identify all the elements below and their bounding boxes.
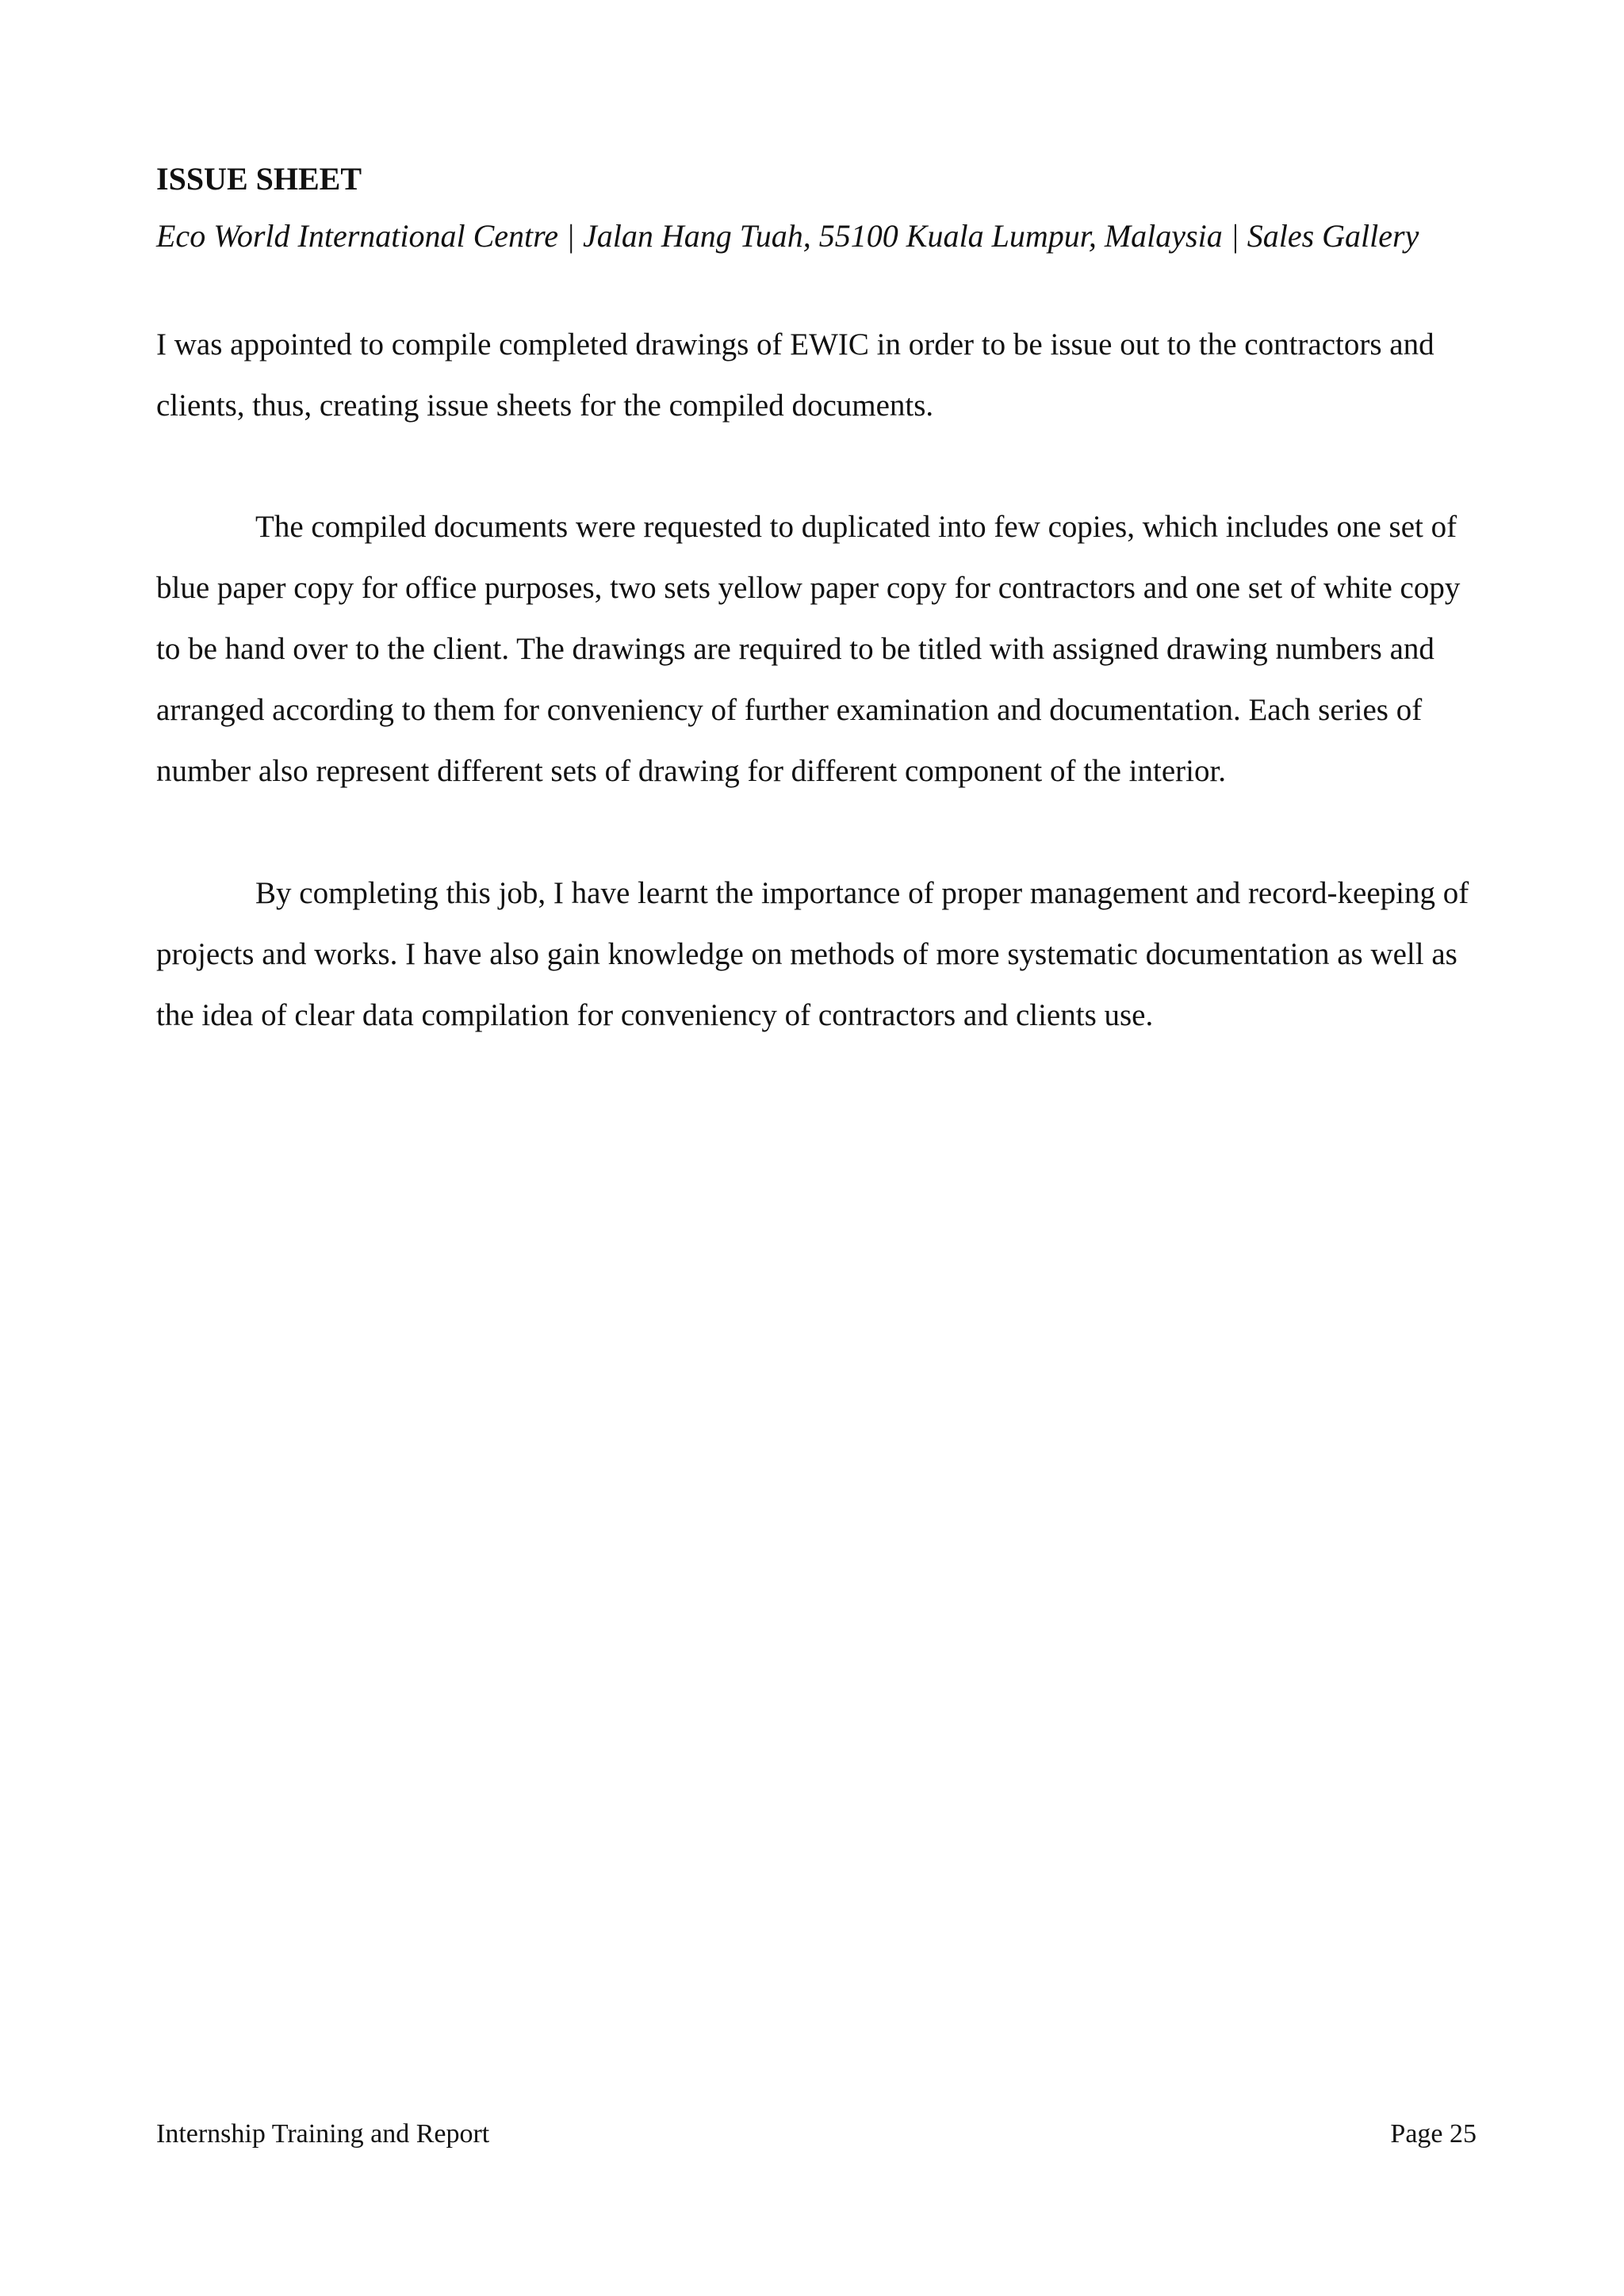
paragraph-copies: The compiled documents were requested to duplicated into few copies, which includes one set of blue paper copy for office purposes, two sets yellow paper copy for contractors and one set of white copy to be hand over to the client. The drawings are required to be titled with assigned drawing numbers and arranged according to them for conveniency of further examination and documentation. Each series of number also represent different sets of drawing for different component of the interior. xyxy=(156,510,1461,788)
footer-report-title: Internship Training and Report xyxy=(156,2119,490,2149)
section-heading: ISSUE SHEET xyxy=(156,161,362,197)
page-content xyxy=(156,155,1473,1046)
project-subheading: Eco World International Centre | Jalan Hang Tuah, 55100 Kuala Lumpur, Malaysia | Sales Gallery xyxy=(156,218,1419,254)
paragraph-learning: By completing this job, I have learnt the importance of proper management and record-keeping of projects and works. I have also gain knowledge on methods of more systematic documentation as well as the idea of clear data compilation for conveniency of contractors and clients use. xyxy=(156,876,1469,1032)
footer-page-number: Page 25 xyxy=(1390,2119,1477,2149)
paragraph-intro: I was appointed to compile completed drawings of EWIC in order to be issue out to the contractors and clients, thus, creating issue sheets for the compiled documents. xyxy=(156,327,1434,423)
